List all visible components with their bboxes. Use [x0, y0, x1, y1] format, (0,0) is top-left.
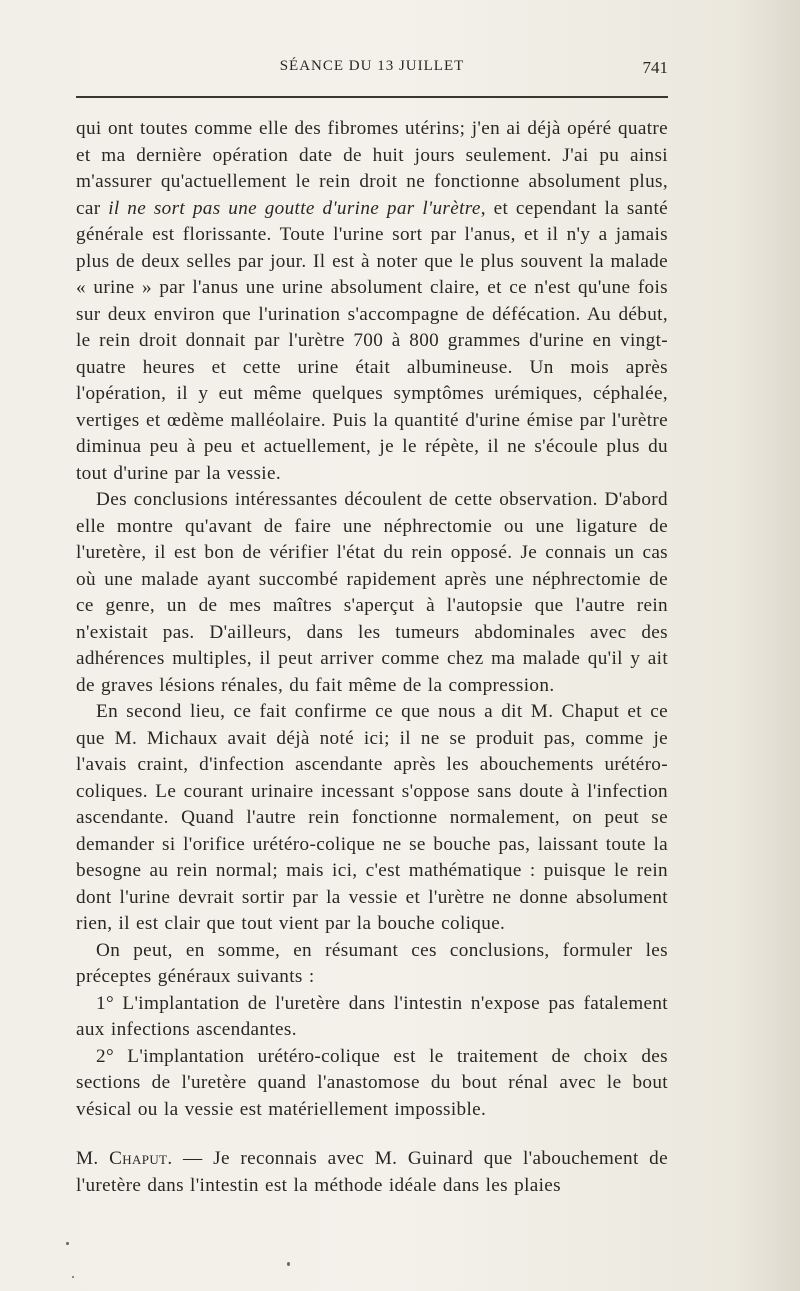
speaker-paragraph: [76, 1146, 668, 1199]
running-title: SÉANCE DU 13 JUILLET: [279, 58, 465, 74]
text-run: 1° L'implantation de l'uretère dans l'intestin n'expose pas fatalement aux infections ascendantes.: [76, 992, 668, 1040]
paragraph: [76, 699, 668, 938]
text-run: On peut, en somme, en résumant ces conclusions, formuler les préceptes généraux suivants :: [76, 939, 668, 987]
ink-speck: [287, 1262, 290, 1266]
header-rule: [76, 96, 668, 98]
italic-text-run: il ne sort pas une goutte d'urine par l'urètre: [108, 197, 481, 219]
page-number: 741: [642, 58, 668, 77]
paragraph: [76, 938, 668, 991]
text-run: 2° L'implantation urétéro-colique est le traitement de choix des sections de l'uretère quand l'anastomose du bout rénal avec le bout vésical ou la vessie est matériellement impossible.: [76, 1045, 668, 1120]
paragraph: [76, 1044, 668, 1124]
body-text: [76, 116, 668, 1199]
ink-speck: [72, 1276, 74, 1278]
page-header: [76, 58, 668, 84]
paragraph: [76, 487, 668, 699]
paragraph: [76, 991, 668, 1044]
paragraph: [76, 116, 668, 487]
text-run: , et cependant la santé générale est florissante. Toute l'urine sort par l'anus, et il n'y a jamais plus de deux selles par jour. Il est à noter que le plus souvent la malade « urine » par l'anus une urine absolument claire, et ce n'est qu'une fois sur deux environ que l'urination s'accompagne de défécation. Au début, le rein droit donnait par l'urètre 700 à 800 grammes d'urine en vingt-quatre heures et cette urine était albumineuse. Un mois après l'opération, il y eut même quelques symptômes urémiques, céphalée, vertiges et œdème malléolaire. Puis la quantité d'urine émise par l'urètre diminua peu à peu et actuellement, je le répète, il ne s'écoule plus du tout d'urine par la vessie.: [76, 197, 668, 484]
paragraph-gap: [76, 1123, 668, 1146]
ink-speck: [66, 1242, 69, 1245]
speaker-name: M. Chaput.: [76, 1148, 173, 1169]
text-run: Des conclusions intéressantes découlent de cette observation. D'abord elle montre qu'avant de faire une néphrectomie ou une ligature de l'uretère, il est bon de vérifier l'état du rein opposé. Je connais un cas où une malade ayant succombé rapidement après une néphrectomie de ce genre, un de mes maîtres s'aperçut à l'autopsie que l'autre rein n'existait pas. D'ailleurs, dans les tumeurs abdominales avec des adhérences multiples, il peut arriver comme chez ma malade qu'il y ait de graves lésions rénales, du fait même de la compression.: [76, 489, 668, 696]
text-run: En second lieu, ce fait confirme ce que nous a dit M. Chaput et ce que M. Michaux avait déjà noté ici; il ne se produit pas, comme je l'avais craint, d'infection ascendante après les abouchements urétéro-coliques. Le courant urinaire incessant s'oppose sans doute à l'infection ascendante. Quand l'autre rein fonctionne normalement, on peut se demander si l'orifice urétéro-colique ne se bouche pas, laissant toute la besogne au rein normal; mais ici, c'est mathématique : puisque le rein dont l'urine devrait sortir par la vessie et l'urètre ne donne absolument rien, il est clair que tout vient par la bouche colique.: [76, 701, 668, 934]
text-run: — Je reconnais avec M. Guinard que l'abouchement de l'uretère dans l'intestin est la méthode idéale dans les plaies: [76, 1148, 668, 1196]
text-run: qui ont toutes comme elle des fibromes utérins; j'en ai déjà opéré quatre et ma dernière opération date de huit jours seulement. J'ai pu ainsi m'assurer qu'actuellement le rein droit ne fonctionne absolument plus, car: [76, 118, 668, 219]
